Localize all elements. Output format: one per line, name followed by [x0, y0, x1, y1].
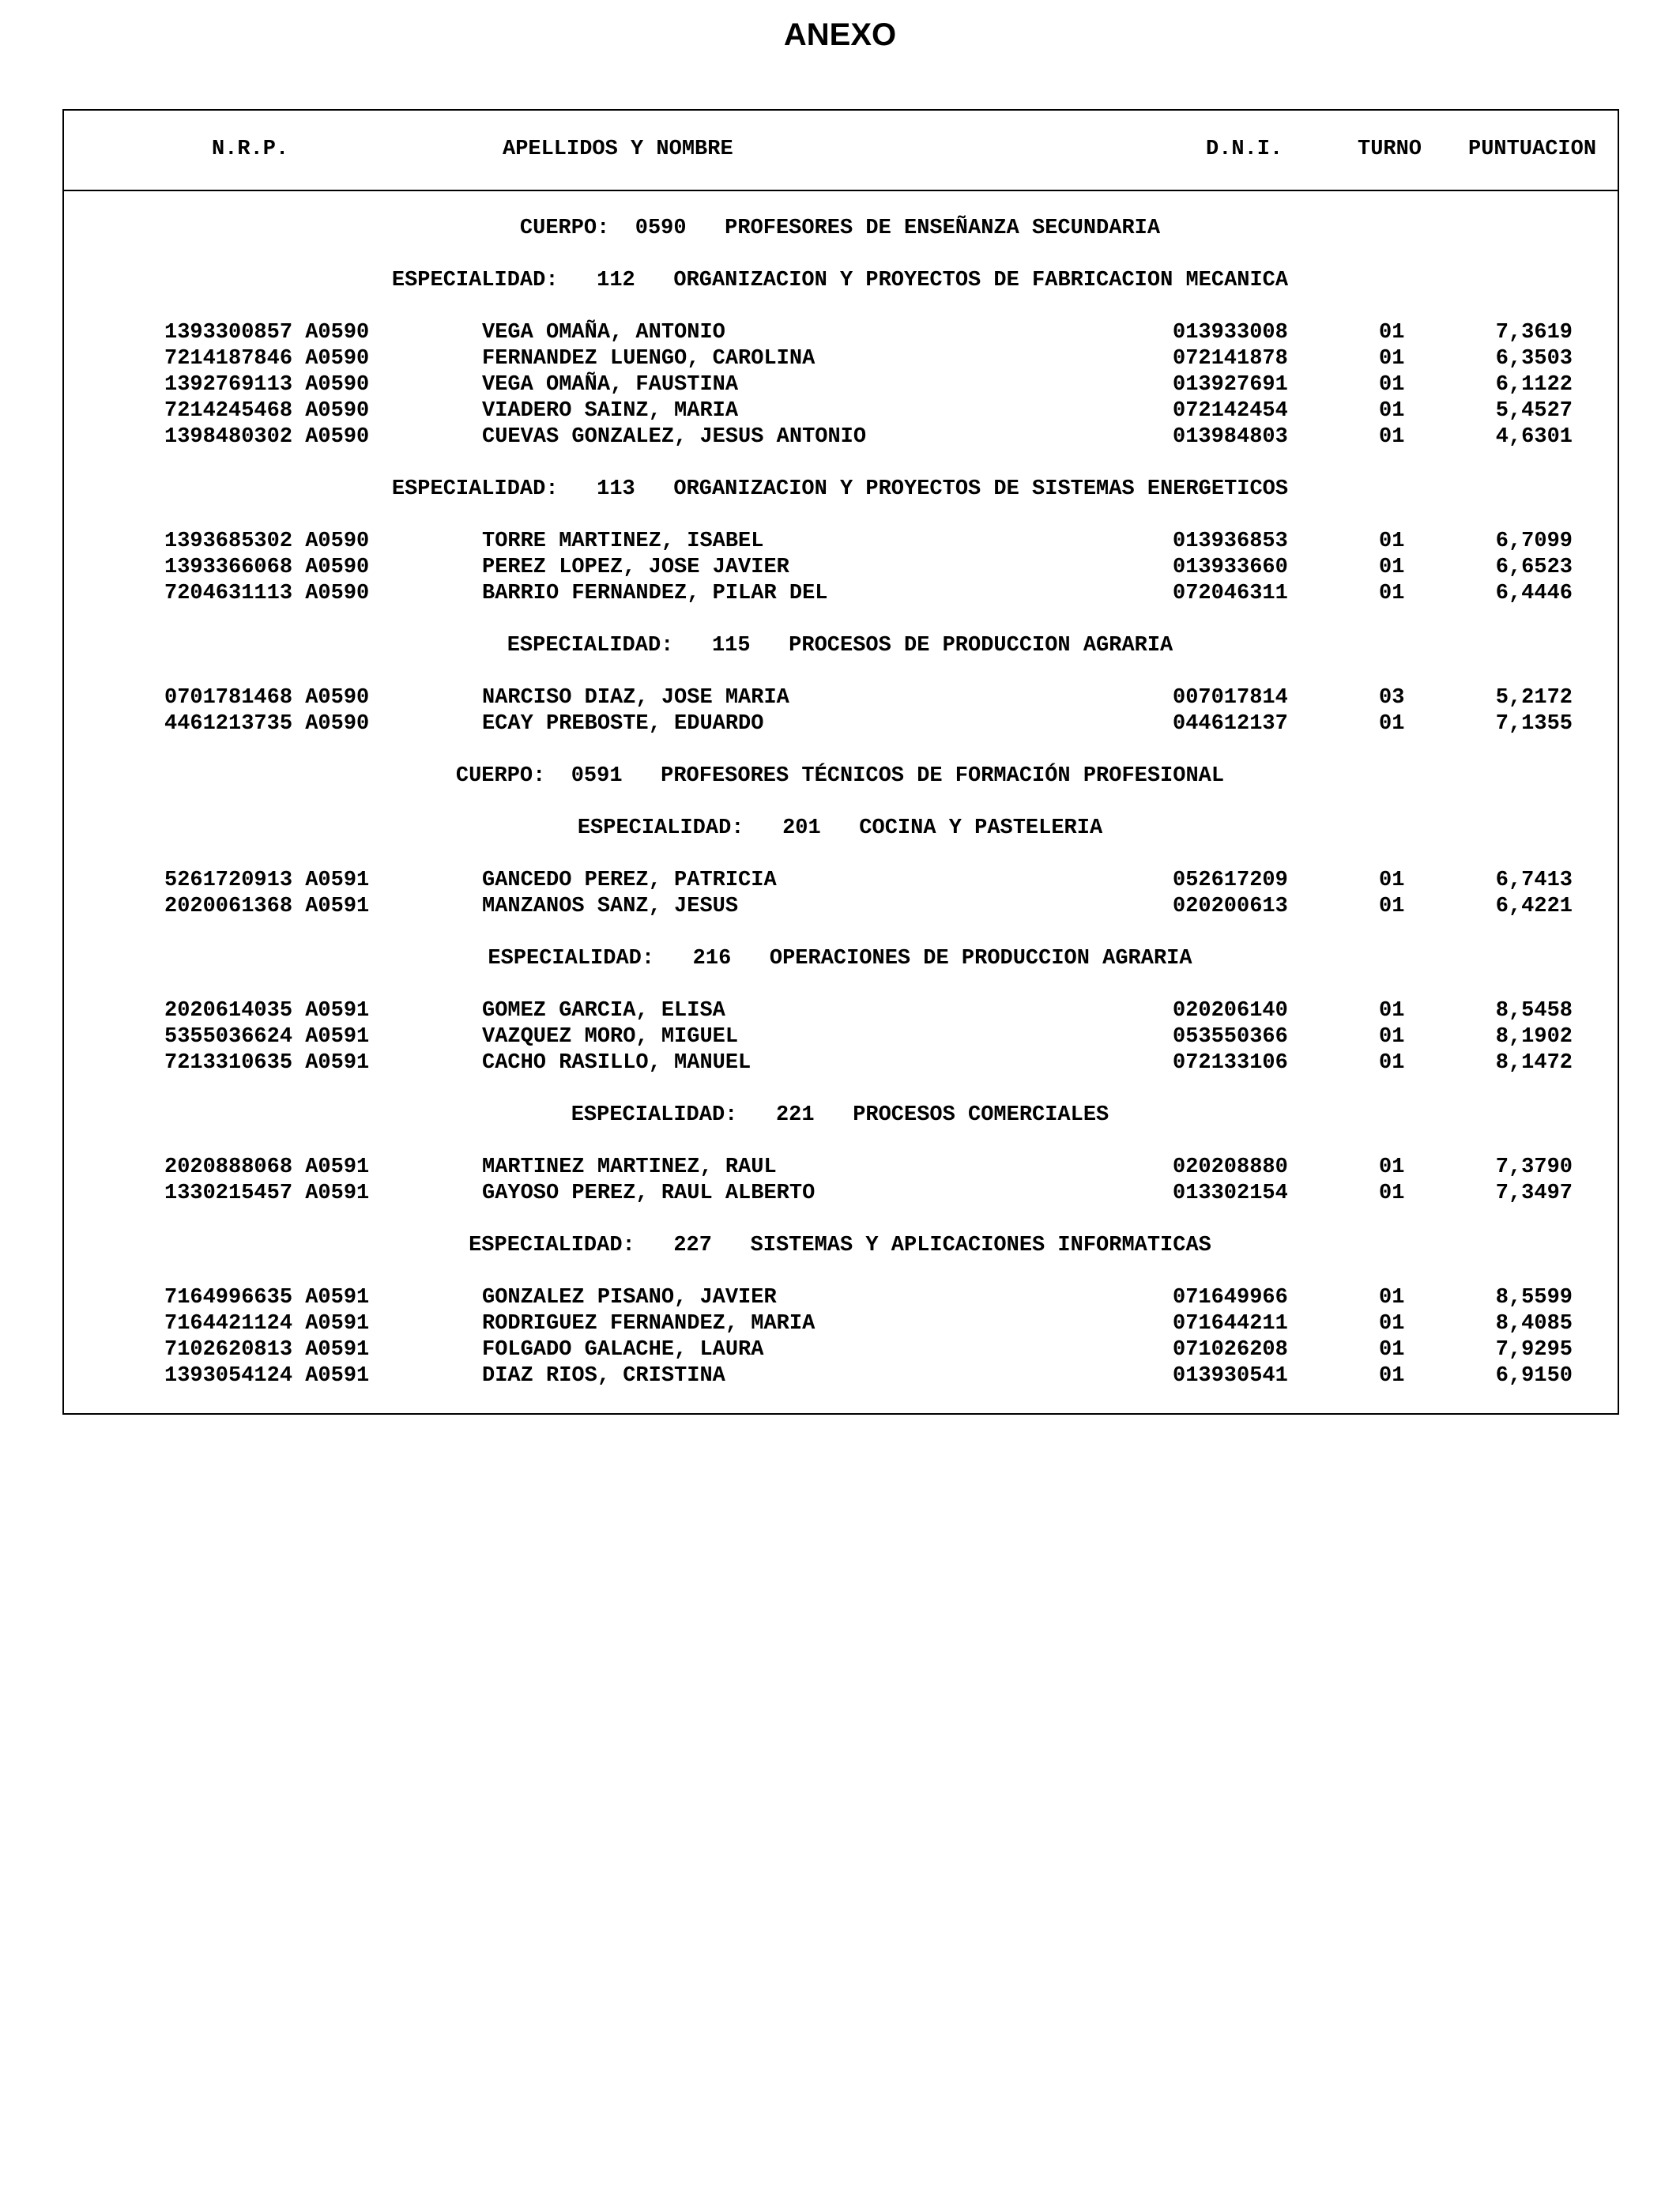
turno-cell: 01 [1379, 1312, 1405, 1336]
section-heading: CUERPO: 0591 PROFESORES TÉCNICOS DE FORMACIÓN PROFESIONAL [455, 764, 1225, 788]
annex-table-frame [62, 109, 1619, 1415]
dni-cell: 020206140 [1173, 999, 1288, 1023]
nrp-cell: 1393300857 A0590 [164, 321, 370, 345]
table-row [0, 583, 1680, 610]
name-cell: MANZANOS SANZ, JESUS [482, 895, 739, 918]
nrp-cell: 0701781468 A0590 [164, 686, 370, 710]
table-row [0, 401, 1680, 428]
dni-cell: 007017814 [1173, 686, 1288, 710]
name-cell: DIAZ RIOS, CRISTINA [482, 1364, 725, 1388]
table-row [0, 1287, 1680, 1314]
puntuacion-cell: 7,3497 [1495, 1182, 1573, 1205]
section-heading: ESPECIALIDAD: 112 ORGANIZACION Y PROYECTOS DE FABRICACION MECANICA [391, 269, 1289, 292]
table-row [0, 349, 1680, 375]
dni-cell: 072142454 [1173, 399, 1288, 423]
table-row [0, 870, 1680, 897]
dni-cell: 013302154 [1173, 1182, 1288, 1205]
name-cell: GANCEDO PEREZ, PATRICIA [482, 869, 777, 892]
puntuacion-cell: 8,5458 [1495, 999, 1573, 1023]
nrp-cell: 7164421124 A0591 [164, 1312, 370, 1336]
puntuacion-cell: 8,1472 [1495, 1051, 1573, 1075]
name-cell: GOMEZ GARCIA, ELISA [482, 999, 725, 1023]
turno-cell: 01 [1379, 1155, 1405, 1179]
section-heading: ESPECIALIDAD: 227 SISTEMAS Y APLICACIONES INFORMATICAS [469, 1234, 1211, 1257]
dni-cell: 013930541 [1173, 1364, 1288, 1388]
dni-cell: 044612137 [1173, 712, 1288, 736]
dni-cell: 071026208 [1173, 1338, 1288, 1362]
table-row [0, 1053, 1680, 1080]
turno-cell: 01 [1379, 347, 1405, 371]
table-row [0, 1340, 1680, 1367]
turno-cell: 01 [1379, 399, 1405, 423]
name-cell: PEREZ LOPEZ, JOSE JAVIER [482, 556, 789, 579]
puntuacion-cell: 6,1122 [1495, 373, 1573, 397]
nrp-cell: 7214187846 A0590 [164, 347, 370, 371]
table-row [0, 896, 1680, 923]
dni-cell: 072046311 [1173, 582, 1288, 605]
header-name: APELLIDOS Y NOMBRE [503, 138, 733, 161]
header-nrp: N.R.P. [212, 138, 289, 161]
name-cell: RODRIGUEZ FERNANDEZ, MARIA [482, 1312, 816, 1336]
table-row [0, 1183, 1680, 1210]
name-cell: GONZALEZ PISANO, JAVIER [482, 1286, 777, 1310]
puntuacion-cell: 5,4527 [1495, 399, 1573, 423]
dni-cell: 020200613 [1173, 895, 1288, 918]
section-heading: ESPECIALIDAD: 221 PROCESOS COMERCIALES [571, 1103, 1109, 1127]
name-cell: FERNANDEZ LUENGO, CAROLINA [482, 347, 816, 371]
puntuacion-cell: 7,3790 [1495, 1155, 1573, 1179]
puntuacion-cell: 6,3503 [1495, 347, 1573, 371]
nrp-cell: 1392769113 A0590 [164, 373, 370, 397]
puntuacion-cell: 8,1902 [1495, 1025, 1573, 1049]
turno-cell: 01 [1379, 556, 1405, 579]
nrp-cell: 1393054124 A0591 [164, 1364, 370, 1388]
dni-cell: 071644211 [1173, 1312, 1288, 1336]
dni-cell: 072141878 [1173, 347, 1288, 371]
nrp-cell: 1393366068 A0590 [164, 556, 370, 579]
puntuacion-cell: 7,1355 [1495, 712, 1573, 736]
name-cell: VEGA OMAÑA, FAUSTINA [482, 373, 739, 397]
dni-cell: 052617209 [1173, 869, 1288, 892]
nrp-cell: 7102620813 A0591 [164, 1338, 370, 1362]
puntuacion-cell: 6,9150 [1495, 1364, 1573, 1388]
nrp-cell: 2020061368 A0591 [164, 895, 370, 918]
header-dni: D.N.I. [1206, 138, 1283, 161]
table-row [0, 688, 1680, 714]
turno-cell: 01 [1379, 530, 1405, 553]
dni-cell: 013984803 [1173, 425, 1288, 449]
dni-cell: 071649966 [1173, 1286, 1288, 1310]
section-heading: ESPECIALIDAD: 115 PROCESOS DE PRODUCCION AGRARIA [507, 634, 1173, 658]
table-row [0, 1001, 1680, 1027]
name-cell: CUEVAS GONZALEZ, JESUS ANTONIO [482, 425, 867, 449]
turno-cell: 01 [1379, 1286, 1405, 1310]
turno-cell: 01 [1379, 425, 1405, 449]
table-row [0, 1314, 1680, 1340]
nrp-cell: 7214245468 A0590 [164, 399, 370, 423]
header-turno: TURNO [1358, 138, 1422, 161]
dni-cell: 013927691 [1173, 373, 1288, 397]
dni-cell: 013933660 [1173, 556, 1288, 579]
nrp-cell: 1393685302 A0590 [164, 530, 370, 553]
table-row [0, 1366, 1680, 1393]
name-cell: GAYOSO PEREZ, RAUL ALBERTO [482, 1182, 816, 1205]
table-row [0, 531, 1680, 558]
dni-cell: 013933008 [1173, 321, 1288, 345]
puntuacion-cell: 5,2172 [1495, 686, 1573, 710]
turno-cell: 01 [1379, 321, 1405, 345]
name-cell: VEGA OMAÑA, ANTONIO [482, 321, 725, 345]
puntuacion-cell: 8,4085 [1495, 1312, 1573, 1336]
nrp-cell: 4461213735 A0590 [164, 712, 370, 736]
puntuacion-cell: 7,3619 [1495, 321, 1573, 345]
header-divider [64, 190, 1618, 191]
puntuacion-cell: 8,5599 [1495, 1286, 1573, 1310]
page-title: ANEXO [783, 17, 897, 52]
nrp-cell: 1330215457 A0591 [164, 1182, 370, 1205]
name-cell: TORRE MARTINEZ, ISABEL [482, 530, 764, 553]
name-cell: BARRIO FERNANDEZ, PILAR DEL [482, 582, 828, 605]
table-row [0, 375, 1680, 401]
puntuacion-cell: 6,4221 [1495, 895, 1573, 918]
nrp-cell: 2020614035 A0591 [164, 999, 370, 1023]
name-cell: NARCISO DIAZ, JOSE MARIA [482, 686, 789, 710]
dni-cell: 013936853 [1173, 530, 1288, 553]
table-row [0, 714, 1680, 741]
puntuacion-cell: 6,6523 [1495, 556, 1573, 579]
name-cell: FOLGADO GALACHE, LAURA [482, 1338, 764, 1362]
section-heading: CUERPO: 0590 PROFESORES DE ENSEÑANZA SECUNDARIA [519, 217, 1161, 240]
turno-cell: 01 [1379, 373, 1405, 397]
turno-cell: 01 [1379, 1364, 1405, 1388]
nrp-cell: 5355036624 A0591 [164, 1025, 370, 1049]
nrp-cell: 5261720913 A0591 [164, 869, 370, 892]
turno-cell: 01 [1379, 1338, 1405, 1362]
turno-cell: 01 [1379, 1182, 1405, 1205]
puntuacion-cell: 6,4446 [1495, 582, 1573, 605]
table-row [0, 427, 1680, 454]
section-heading: ESPECIALIDAD: 113 ORGANIZACION Y PROYECTOS DE SISTEMAS ENERGETICOS [391, 477, 1289, 501]
turno-cell: 01 [1379, 895, 1405, 918]
nrp-cell: 1398480302 A0590 [164, 425, 370, 449]
dni-cell: 072133106 [1173, 1051, 1288, 1075]
turno-cell: 01 [1379, 712, 1405, 736]
puntuacion-cell: 4,6301 [1495, 425, 1573, 449]
nrp-cell: 7164996635 A0591 [164, 1286, 370, 1310]
name-cell: VAZQUEZ MORO, MIGUEL [482, 1025, 739, 1049]
dni-cell: 020208880 [1173, 1155, 1288, 1179]
section-heading: ESPECIALIDAD: 216 OPERACIONES DE PRODUCCION AGRARIA [488, 947, 1192, 971]
name-cell: VIADERO SAINZ, MARIA [482, 399, 739, 423]
name-cell: ECAY PREBOSTE, EDUARDO [482, 712, 764, 736]
puntuacion-cell: 6,7413 [1495, 869, 1573, 892]
dni-cell: 053550366 [1173, 1025, 1288, 1049]
nrp-cell: 2020888068 A0591 [164, 1155, 370, 1179]
name-cell: MARTINEZ MARTINEZ, RAUL [482, 1155, 777, 1179]
header-puntuacion: PUNTUACION [1468, 138, 1597, 161]
nrp-cell: 7213310635 A0591 [164, 1051, 370, 1075]
name-cell: CACHO RASILLO, MANUEL [482, 1051, 751, 1075]
turno-cell: 01 [1379, 1051, 1405, 1075]
turno-cell: 01 [1379, 1025, 1405, 1049]
nrp-cell: 7204631113 A0590 [164, 582, 370, 605]
table-row [0, 1157, 1680, 1184]
turno-cell: 01 [1379, 999, 1405, 1023]
table-row [0, 1027, 1680, 1054]
turno-cell: 03 [1379, 686, 1405, 710]
turno-cell: 01 [1379, 582, 1405, 605]
turno-cell: 01 [1379, 869, 1405, 892]
table-row [0, 322, 1680, 349]
puntuacion-cell: 6,7099 [1495, 530, 1573, 553]
table-row [0, 557, 1680, 584]
section-heading: ESPECIALIDAD: 201 COCINA Y PASTELERIA [577, 816, 1103, 840]
puntuacion-cell: 7,9295 [1495, 1338, 1573, 1362]
